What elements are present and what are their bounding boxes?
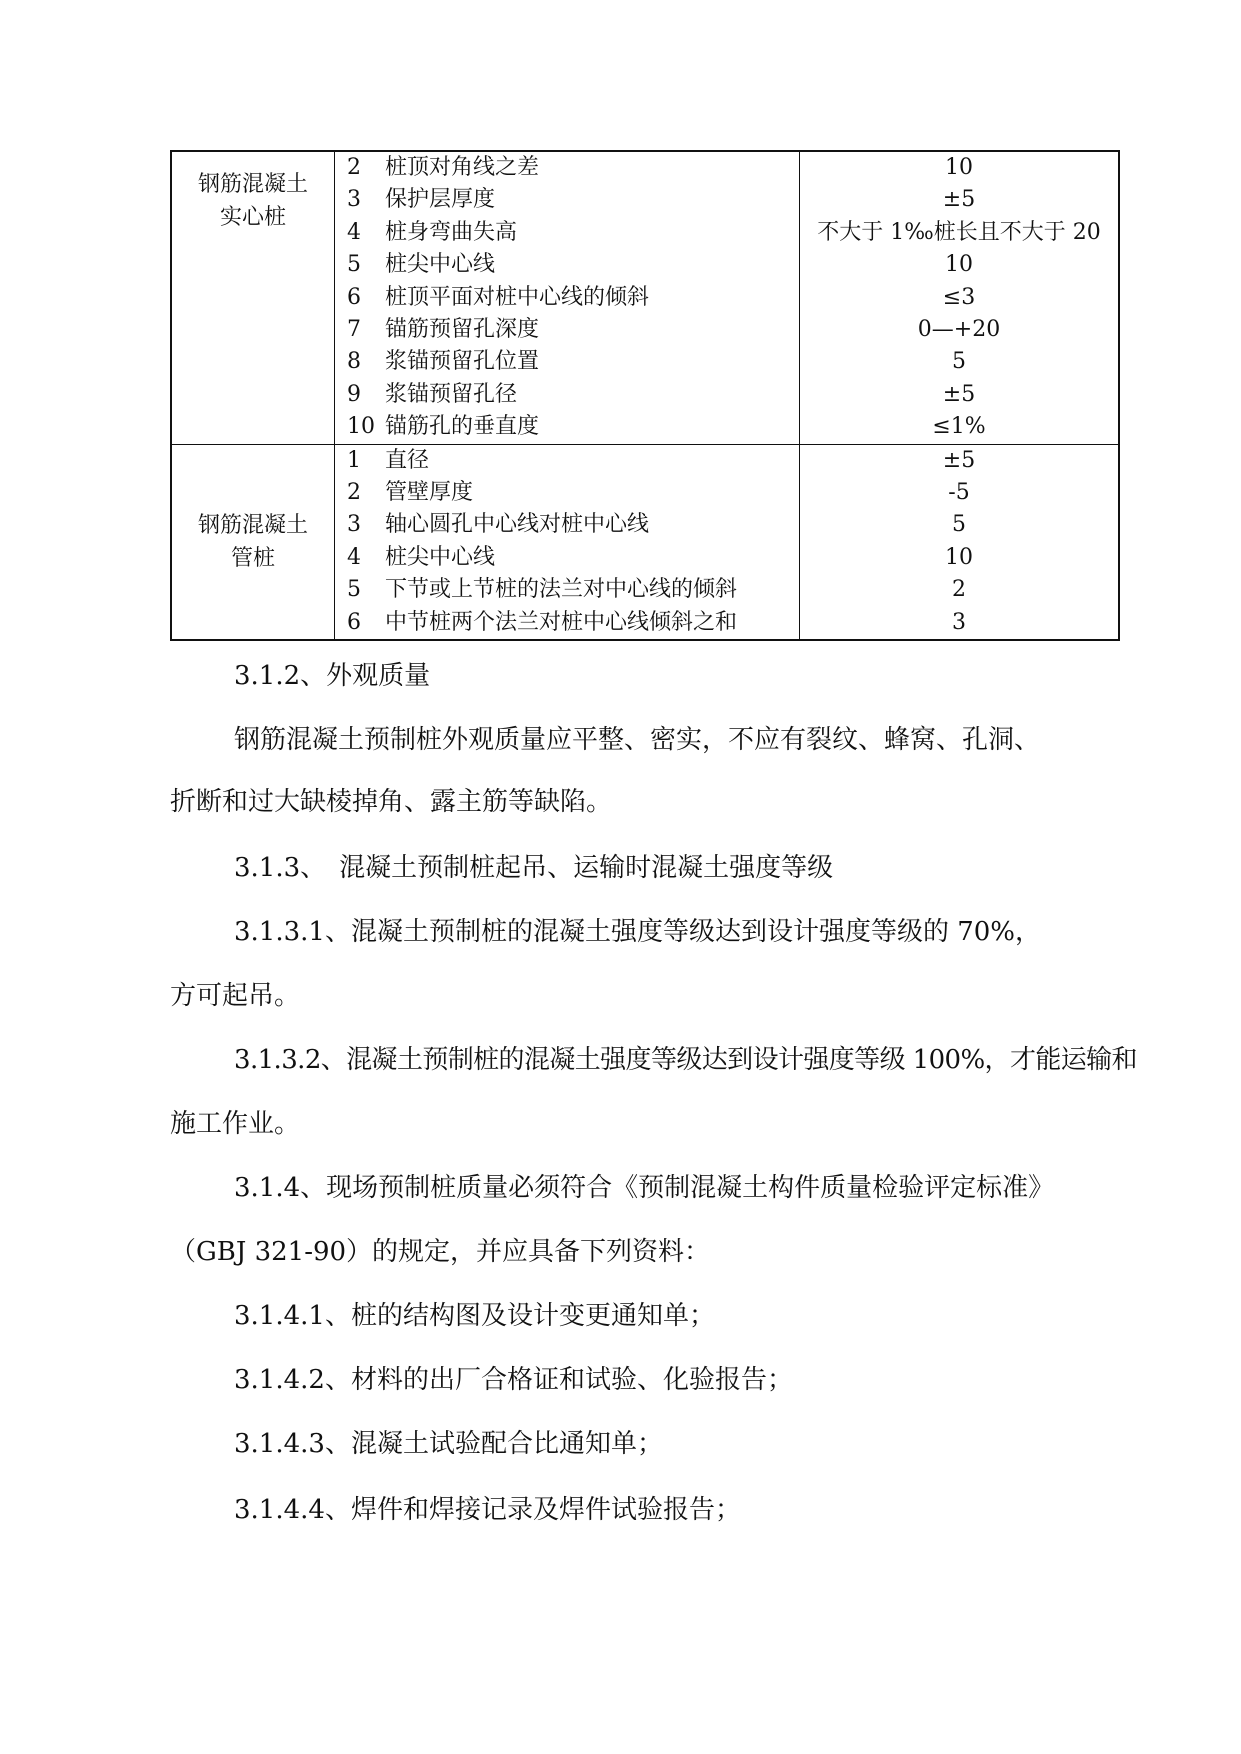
category-cell (171, 444, 335, 640)
table-row-pipe-pile (171, 444, 1119, 640)
category-label: 钢筋混凝土 (197, 172, 308, 197)
list-item (335, 542, 799, 574)
item-number: 1 (347, 447, 361, 473)
tolerance-value: 10 (945, 155, 973, 180)
item-number: 3 (347, 512, 361, 538)
item-name: 桩顶平面对桩中心线的倾斜 (385, 284, 650, 310)
body-text: 3.1.3.2、混凝土预制桩的混凝土强度等级达到设计强度等级 100%，才能运输和 (234, 1045, 1137, 1075)
items-cell (335, 151, 800, 444)
list-item (335, 574, 799, 606)
item-number: 3 (347, 187, 361, 213)
category-label: 管桩 (230, 545, 275, 571)
tolerance-value: 5 (952, 512, 966, 538)
list-item (335, 445, 799, 477)
item-number: 5 (347, 577, 361, 603)
list-item: 3.1.4.2、材料的出厂合格证和试验、化验报告； (234, 1365, 793, 1395)
tolerance-value: 10 (945, 252, 973, 278)
list-item (335, 217, 799, 249)
body-text: 方可起吊。 (170, 981, 301, 1011)
list-item (335, 249, 799, 281)
item-number: 6 (347, 284, 361, 310)
item-name: 轴心圆孔中心线对桩中心线 (385, 512, 650, 538)
item-number: 4 (347, 544, 361, 570)
item-name: 桩身弯曲失高 (385, 219, 518, 245)
list-item (335, 411, 799, 443)
tolerance-value: 5 (952, 349, 966, 375)
item-number: 4 (347, 219, 361, 245)
item-name: 下节或上节桩的法兰对中心线的倾斜 (385, 577, 738, 603)
values-cell (800, 151, 1120, 444)
item-name: 锚筋预留孔深度 (385, 316, 540, 342)
list-item: 3.1.4.3、混凝土试验配合比通知单； (234, 1429, 663, 1459)
tolerance-value: 2 (952, 577, 966, 603)
tolerance-value: 3 (952, 609, 966, 635)
category-label: 实心桩 (219, 205, 286, 230)
tolerance-value: ±5 (942, 187, 976, 213)
item-name: 浆锚预留孔径 (385, 381, 518, 407)
item-number: 7 (347, 316, 361, 342)
list-item (335, 509, 799, 541)
item-name: 桩顶对角线之差 (385, 155, 540, 180)
tolerance-value: ±5 (942, 447, 976, 473)
body-text: 3.1.4、现场预制桩质量必须符合《预制混凝土构件质量检验评定标准》 (234, 1173, 1055, 1203)
item-name: 桩尖中心线 (385, 544, 496, 570)
list-item (335, 379, 799, 411)
section-heading: 3.1.2、外观质量 (234, 661, 431, 691)
body-text: （GBJ 321-90）的规定，并应具备下列资料： (170, 1237, 711, 1267)
item-number: 6 (347, 609, 361, 635)
tolerance-value: 0—+20 (917, 316, 1001, 342)
tolerance-value: -5 (948, 479, 970, 505)
table-row-solid-pile (171, 151, 1119, 444)
item-name: 管壁厚度 (385, 479, 474, 505)
section-heading: 3.1.3、 混凝土预制桩起吊、运输时混凝土强度等级 (234, 853, 834, 883)
item-number: 9 (347, 381, 361, 407)
values-cell (800, 444, 1120, 640)
list-item (335, 607, 799, 639)
list-item (335, 477, 799, 509)
tolerance-value: 不大于 1‰桩长且不大于 20 (817, 219, 1101, 245)
list-item (335, 152, 799, 184)
item-name: 直径 (385, 447, 430, 473)
items-cell (335, 444, 800, 640)
tolerance-value: ≤1% (932, 414, 986, 440)
list-item (335, 282, 799, 314)
pile-tolerance-table (170, 150, 1120, 641)
item-name: 浆锚预留孔位置 (385, 349, 540, 375)
item-name: 锚筋孔的垂直度 (385, 414, 540, 440)
item-number: 5 (347, 252, 361, 278)
tolerance-value: ±5 (942, 381, 976, 407)
category-cell (171, 151, 335, 444)
list-item (335, 314, 799, 346)
body-text: 3.1.3.1、混凝土预制桩的混凝土强度等级达到设计强度等级的 70%， (234, 917, 1042, 947)
list-item: 3.1.4.1、桩的结构图及设计变更通知单； (234, 1301, 715, 1331)
body-text: 折断和过大缺棱掉角、露主筋等缺陷。 (170, 787, 613, 817)
item-name: 中节桩两个法兰对桩中心线倾斜之和 (385, 609, 738, 635)
item-number: 8 (347, 349, 361, 375)
item-number: 2 (347, 155, 361, 180)
item-name: 桩尖中心线 (385, 252, 496, 278)
category-label: 钢筋混凝土 (197, 512, 308, 538)
item-number: 10 (347, 414, 375, 440)
list-item (335, 184, 799, 216)
list-item (335, 346, 799, 378)
body-text: 钢筋混凝土预制桩外观质量应平整、密实，不应有裂纹、蜂窝、孔洞、 (234, 725, 1041, 755)
tolerance-value: 10 (945, 544, 973, 570)
item-name: 保护层厚度 (385, 187, 496, 213)
tolerance-value: ≤3 (942, 284, 976, 310)
list-item: 3.1.4.4、焊件和焊接记录及焊件试验报告； (234, 1495, 741, 1525)
item-number: 2 (347, 479, 361, 505)
body-text: 施工作业。 (170, 1109, 301, 1139)
